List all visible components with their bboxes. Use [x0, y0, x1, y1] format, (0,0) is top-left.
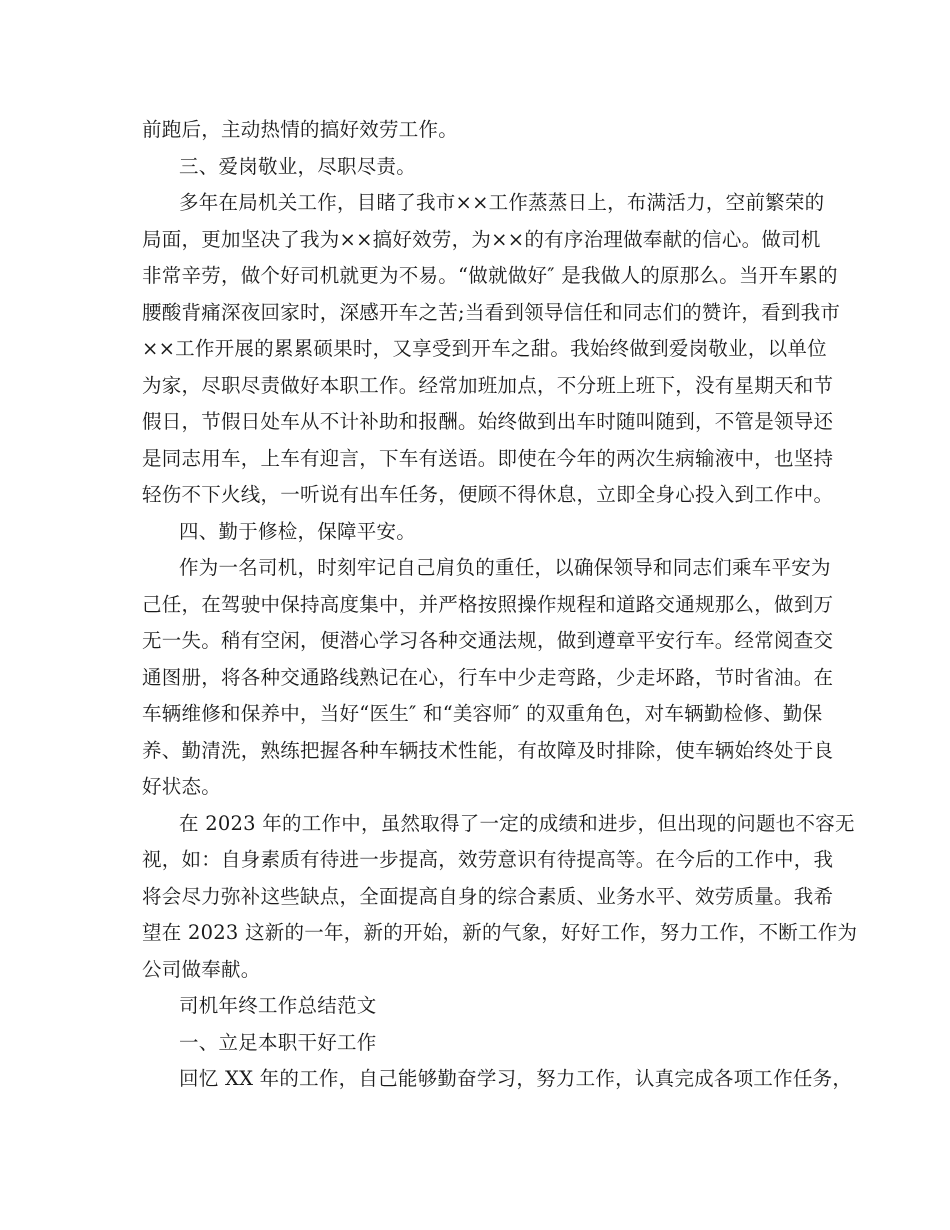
text-line: 为家，尽职尽责做好本职工作。经常加班加点，不分班上班下，没有星期天和节 [142, 373, 834, 397]
text-line: 回忆 XX 年的工作，自己能够勤奋学习，努力工作，认真完成各项工作任务， [179, 1067, 853, 1090]
text-line: ××工作开展的累累硕果时，又享受到开车之甜。我始终做到爱岗敬业，以单位 [142, 337, 827, 360]
section-heading: 一、立足本职干好工作 [179, 1030, 377, 1054]
text-line: 将会尽力弥补这些缺点，全面提高自身的综合素质、业务水平、效劳质量。我希 [142, 884, 834, 908]
document-body [142, 112, 858, 1098]
text-line: 在 2023 年的工作中，虽然取得了一定的成绩和进步，但出现的问题也不容无 [179, 811, 855, 835]
document-title: 司机年终工作总结范文 [179, 994, 377, 1017]
text-line: 非常辛劳，做个好司机就更为不易。“做就做好″ 是我做人的原那么。当开车累的 [142, 264, 838, 287]
text-line: 己任，在驾驶中保持高度集中，并严格按照操作规程和道路交通规那么，做到万 [142, 592, 834, 616]
text-line: 前跑后，主动热情的搞好效劳工作。 [142, 118, 459, 141]
text-line: 作为一名司机，时刻牢记自己肩负的重任，以确保领导和同志们乘车平安为 [179, 556, 831, 579]
text-line: 多年在局机关工作，目睹了我市××工作蒸蒸日上，布满活力，空前繁荣的 [179, 191, 825, 214]
text-line: 好状态。 [142, 775, 222, 798]
section-heading: 四、勤于修检，保障平安。 [179, 519, 417, 543]
text-line: 公司做奉献。 [142, 957, 261, 981]
text-line: 轻伤不下火线，一听说有出车任务，便顾不得休息，立即全身心投入到工作中。 [142, 483, 834, 506]
text-line: 无一失。稍有空闲，便潜心学习各种交通法规，做到遵章平安行车。经常阅查交 [142, 629, 834, 652]
text-line: 车辆维修和保养中，当好“医生″ 和“美容师″ 的双重角色，对车辆勤检修、勤保 [142, 702, 823, 725]
text-line: 腰酸背痛深夜回家时，深感开车之苦;当看到领导信任和同志们的赞许，看到我市 [142, 300, 841, 324]
text-line: 通图册，将各种交通路线熟记在心，行车中少走弯路，少走坏路，节时省油。在 [142, 665, 834, 689]
text-line: 是同志用车，上车有迎言，下车有送语。即使在今年的两次生病输液中，也坚持 [142, 446, 834, 470]
text-line: 养、勤清洗，熟练把握各种车辆技术性能，有故障及时排除，使车辆始终处于良 [142, 738, 834, 762]
text-line: 局面，更加坚决了我为××搞好效劳，为××的有序治理做奉献的信心。做司机 [142, 227, 821, 251]
text-line: 视，如：自身素质有待进一步提高，效劳意识有待提高等。在今后的工作中，我 [142, 848, 834, 871]
text-line: 假日，节假日处车从不计补助和报酬。始终做到出车时随叫随到，不管是领导还 [142, 410, 834, 433]
section-heading: 三、爱岗敬业，尽职尽责。 [179, 154, 417, 178]
text-line: 望在 2023 这新的一年，新的开始，新的气象，好好工作，努力工作，不断工作为 [142, 921, 858, 944]
